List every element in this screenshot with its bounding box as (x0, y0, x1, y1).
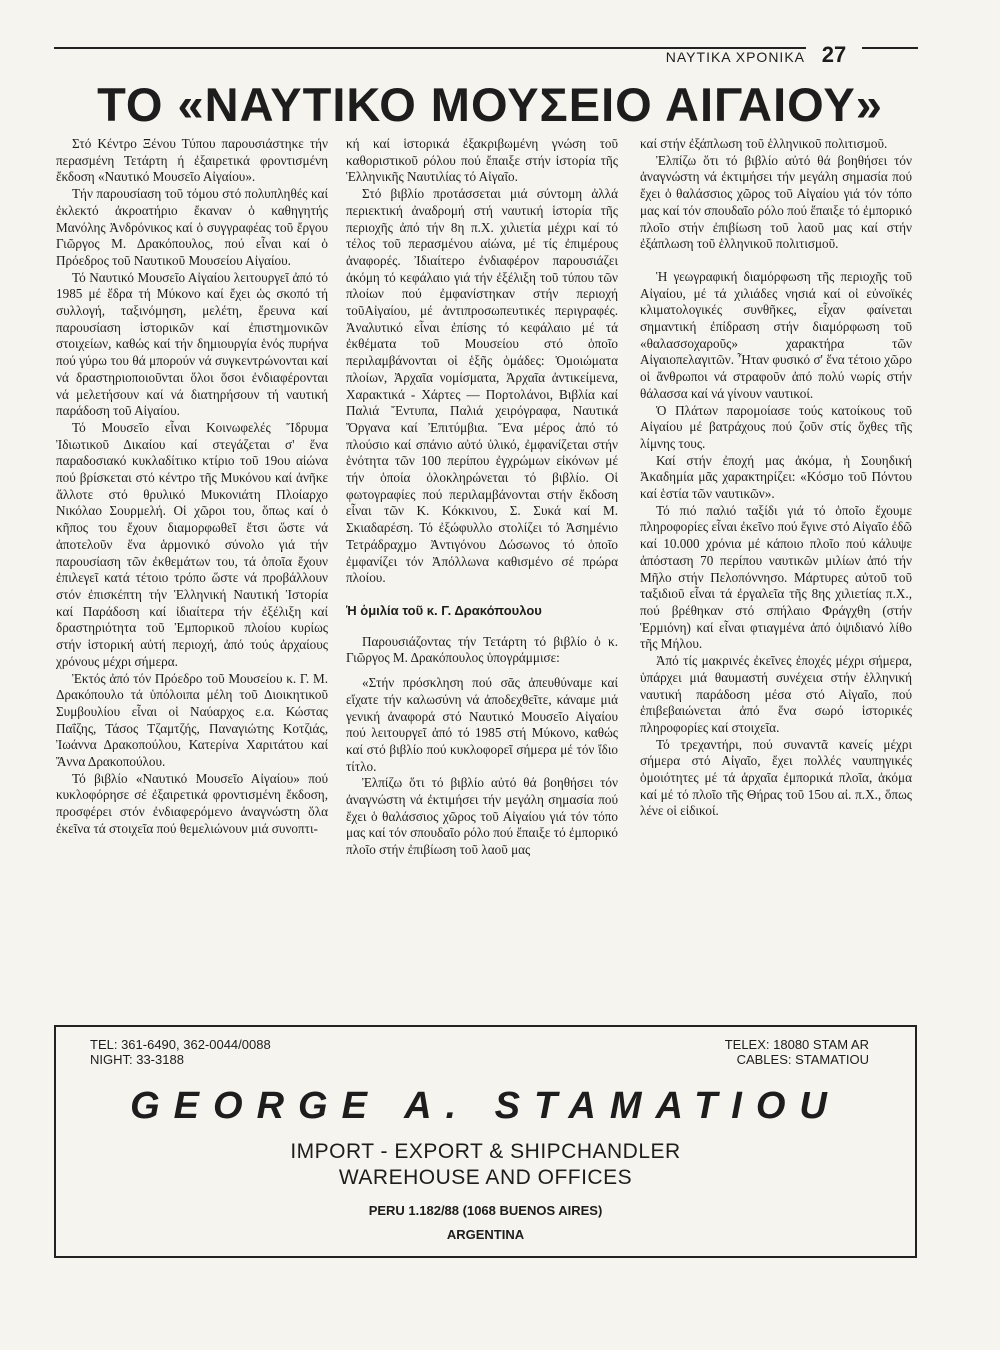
paragraph: Στό Κέντρο Ξένου Τύπου παρουσιάστηκε τήν περασμένη Τετάρτη ή ἐξαιρετικά φροντισμένη ἔκδοση «Ναυτικό Μουσεῖο Αἰγαίου». (56, 136, 328, 185)
paragraph: Τό Μουσεῖο εἶναι Κοινωφελές Ἵδρυμα Ἰδιωτικοῦ Δικαίου καί στεγάζεται σ' ἕνα παραδοσιακό κυκλαδίτικο κτίριο τοῦ 19ου αἰώνα πού βρίσκεται στό κέντρο τῆς Μυκόνου καί ἀνῆκε ἄλλοτε στό θρυλικό Μυκονιάτη Πλοίαρχο Νικόλαο Σουρμελή. Οἱ χῶροι του, ὅπως καί ὁ κῆπος του ἔχουν διαμορφωθεῖ ἔτσι ὥστε νά ἀποτελοῦν ἕνα ἁρμονικό σύνολο γιά τήν παρουσίαση τῶν ἐκθεμάτων του, τά ὁποῖα ἔχουν ἐπιλεγεῖ κατά τέτοιο τρόπο ὥστε νά προβάλλουν στόν ἐπισκέπτη τήν Ἑλληνική Ναυτική Ἱστορία καί Παράδοση καί ἰδιαίτερα τήν ἐξέλιξη καί δραστηριότητα τοῦ Ἐμπορικοῦ πλοίου κυρίως στήν ἱστορική αὐτή περιοχή, ἀπό τούς ἀρχαίους χρόνους μέχρι σήμερα. (56, 419, 328, 669)
paragraph: Ἀπό τίς μακρινές ἐκεῖνες ἐποχές μέχρι σήμερα, ὑπάρχει μιά θαυμαστή συνέχεια στήν ἑλληνική ναυτική παράδοση μέσα στό Αἰγαῖο, πού ἐπιβεβαιώνεται ἀπό ἕνα σωρό ἱστορικές πληροφορίες καί στοιχεῖα. (640, 653, 912, 735)
page-number: 27 (821, 42, 847, 67)
article-column-2 (346, 136, 618, 859)
ad-company-name: GEORGE A. STAMATIOU (130, 1085, 841, 1127)
ad-contact-left (90, 1037, 271, 1067)
spacer (346, 667, 618, 675)
article-headline: ΤΟ «ΝΑΥΤΙΚΟ ΜΟΥΣΕΙΟ ΑΙΓΑΙΟΥ» (97, 78, 883, 131)
paragraph: καί στήν ἐξάπλωση τοῦ ἑλληνικοῦ πολιτισμοῦ. (640, 136, 888, 151)
ad-night: NIGHT: 33-3188 (90, 1052, 184, 1067)
paragraph: Τό πιό παλιό ταξίδι γιά τό ὁποῖο ἔχουμε πληροφορίες εἶναι ἐκεῖνο πού ἔγινε στό Αἰγαῖο ἐδῶ καί 10.000 χρόνια μέ κάποιο πλοῖο πού κάλυψε ἀπόσταση 70 περίπου ναυτικῶν μιλίων ἀπό τήν Μῆλο στήν Πελοπόννησο. Μάρτυρες αὐτοῦ τοῦ ταξιδιοῦ εἶναι τά ἐργαλεῖα τῆς 8ης χιλιετίας π.Χ., πού βρέθηκαν στό σπήλαιο Φράγχθη (στήν Ἑρμιόνη) καί εἶναι φτιαγμένα ἀπό ὀψιδιανό λίθο τῆς Μήλου. (640, 502, 912, 652)
paragraph: Ἐλπίζω ὅτι τό βιβλίο αὐτό θά βοηθήσει τόν ἀναγνώστη νά ἐκτιμήσει τήν μεγάλη σημασία πού ἔχει ὁ θαλάσσιος χῶρος τοῦ Αἰγαίου γιά τόν τόπο μας καί τόν σπουδαῖο ρόλο πού ἔπαιξε τό ἐμπορικό πλοῖο στήν ἐπιβίωση τοῦ λαοῦ μας (346, 775, 618, 858)
paragraph: Ὁ Πλάτων παρομοίασε τούς κατοίκους τοῦ Αἰγαίου μέ βατράχους πού ζοῦν στίς ὄχθες τῆς λίμνης τους. (640, 402, 912, 451)
paragraph: Ἐλπίζω ὅτι τό βιβλίο αὐτό θά βοηθήσει τόν ἀναγνώστη νά ἐκτιμήσει τήν μεγάλη σημασία πού ἔχει ὁ θαλάσσιος χῶρος τοῦ Αἰγαίου γιά τόν τόπο μας καί τόν σπουδαῖο ρόλο πού ἔπαιξε τό ἐμπορικό πλοῖο στήν ἐπιβίωση τοῦ λαοῦ μας καί στήν ἐξάπλωση τοῦ ἑλληνικοῦ πολιτισμοῦ. (640, 152, 912, 252)
paragraph: Τό τρεχαντήρι, πού συναντᾶ κανείς μέχρι σήμερα στό Αἰγαῖο, ἔχει πολλές ναυπηγικές ὁμοιότητες μέ τά ἀρχαῖα ἐμπορικά πλοῖα, ἀκόμα καί μέ τό πλοῖο τῆς Θήρας τοῦ 15ου αἰ. π.Χ., ὅπως λένε οἱ εἰδικοί. (640, 736, 912, 819)
paragraph: Τό βιβλίο «Ναυτικό Μουσεῖο Αἰγαίου» πού κυκλοφόρησε σέ ἐξαιρετικά φροντισμένη ἔκδοση, προσφέρει στόν ἐνδιαφερόμενο ἀναγνώστη ὅλα ἐκεῖνα τά στοιχεῖα πού θεμελιώνουν μιά συνοπτι- (56, 770, 328, 836)
advertisement-box (54, 1025, 917, 1258)
ad-contact-right (725, 1037, 869, 1067)
ad-warehouse-line: WAREHOUSE AND OFFICES (338, 1166, 633, 1189)
ad-business-line: IMPORT - EXPORT & SHIPCHANDLER (290, 1140, 681, 1163)
paragraph: Καί στήν ἐποχή μας ἀκόμα, ἡ Σουηδική Ἀκαδημία μᾶς χαρακτηρίζει: «Κόσμο τοῦ Πόντου καί ἑστία τῶν ναυτικῶν». (640, 452, 912, 502)
ad-tel: TEL: 361-6490, 362-0044/0088 (90, 1037, 271, 1052)
ad-country: ARGENTINA (446, 1227, 525, 1242)
ad-cables: CABLES: STAMATIOU (736, 1052, 869, 1067)
paragraph: Τό Ναυτικό Μουσεῖο Αἰγαίου λειτουργεῖ ἀπό τό 1985 μέ ἕδρα τή Μύκονο καί ἔχει ὡς σκοπό τή συλλογή, ταξινόμηση, μελέτη, ἔρευνα καί παρουσίαση ἱστορικῶν καί ἐπιστημονικῶν στοιχείων, καθώς καί τήν δημιουργία ἑνός πυρήνα πού γύρω του θά μπορούν νά συγκεντρώνονται καί νά δραστηριοποιοῦνται ὅλοι ὅσοι ἐνδιαφέρονται νά μελετήσουν καί νά διατηρήσουν τή ναυτική παράδοση τοῦ Αἰγαίου. (56, 269, 328, 419)
paragraph: Παρουσιάζοντας τήν Τετάρτη τό βιβλίο ὁ κ. Γιῶργος Μ. Δρακόπουλος ὑπογράμμισε: (346, 633, 618, 666)
header-rule-right (862, 47, 918, 49)
ad-address: PERU 1.182/88 (1068 BUENOS AIRES) (368, 1203, 603, 1218)
paragraph: Ἡ γεωγραφική διαμόρφωση τῆς περιοχῆς τοῦ Αἰγαίου, μέ τά χιλιάδες νησιά καί οἱ εὐνοϊκές κλιματολογικές συνθῆκες, εἶχαν φαίνεται σημαντική ἐπίδραση στήν διαμόρφωση τοῦ «θαλασσοχαροῦς» χαρακτήρα τῶν Αἰγαιοπελαγιτῶν. Ἦταν φυσικό σ' ἕνα τέτοιο χῶρο οἱ ἄνθρωποι νά στραφοῦν ἀπό πολύ νωρίς στήν θάλασσα καί νά γίνουν ναυτικοί. (640, 268, 912, 401)
running-title: ΝΑΥΤΙΚΑ ΧΡΟΝΙΚΑ (665, 49, 805, 65)
section-subhead: Ἡ ὁμιλία τοῦ κ. Γ. Δρακόπουλου (346, 602, 542, 618)
article-column-1 (56, 136, 328, 838)
paragraph: Τήν παρουσίαση τοῦ τόμου στό πολυπληθές καί ἐκλεκτό ἀκροατήριο ἔκαναν ὁ καθηγητής Μανόλης Ἀνδρόνικος καί ὁ συγγραφέας τοῦ ἔργου Γιῶργος Μ. Δρακόπουλος, πού εἶναι καί ὁ Πρόεδρος τοῦ Ναυτικοῦ Μουσείου Αἰγαίου. (56, 186, 328, 268)
paragraph: κή καί ἱστορικά ἐξακριβωμένη γνώση τοῦ καθοριστικοῦ ρόλου πού ἔπαιξε στήν ἱστορία τῆς Ἑλληνικῆς Ναυτιλίας τό Αἰγαῖο. (346, 136, 618, 185)
paragraph: Ἐκτός ἀπό τόν Πρόεδρο τοῦ Μουσείου κ. Γ. Μ. Δρακόπουλο τά ὑπόλοιπα μέλη τοῦ Διοικητικοῦ Συμβουλίου εἶναι οἱ Ναύαρχος ε.α. Κώστας Παΐζης, Τάσος Τζαμτζής, Παναγιώτης Κοτζιάς, Ἰωάννα Δρακοπούλου, Κατερίνα Χαριτάτου καί Ἄννα Δρακοπούλου. (56, 670, 328, 770)
paragraph: «Στήν πρόσκληση πού σᾶς ἀπευθύναμε καί εἴχατε τήν καλωσύνη νά ἀποδεχθεῖτε, κάναμε μιά γενική ἀναφορά στό Ναυτικό Μουσεῖο Αἰγαίου πού λειτουργεῖ ἀπό τό 1985 στή Μύκονο, καθώς καί στό βιβλίο πού κυκλοφορεῖ σήμερα μέ τόν ἴδιο τίτλο. (346, 675, 618, 774)
ad-telex: TELEX: 18080 STAM AR (724, 1037, 869, 1052)
spacer (640, 253, 912, 269)
paragraph: Στό βιβλίο προτάσσεται μιά σύντομη ἀλλά περιεκτική ἀναδρομή στή ναυτική ἱστορία τῆς περιοχῆς ἀπό τήν 8η π.Χ. χιλιετία μέχρι καί τό τέλος τοῦ περασμένου αἰώνα, μέ τίς ἐπιμέρους ἀναφορές. Ἰδιαίτερο ἐνδιαφέρον παρουσιάζει ἀκόμη τό κεφάλαιο γιά τήν ἐξέλιξη τοῦ τύπου τῶν πλοίων πού ἐμφανίστηκαν στήν περιοχή τοῦΑἰγαίου, μέ ἀντιπροσωπευτικές περιγραφές. Ἀναλυτικό εἶναι ἐπίσης τό κεφάλαιο μέ τά ἐκθέματα τοῦ Μουσείου στό ὁποῖο περιλαμβάνονται οἱ ἑξῆς ὁμάδες: Ὁμοιώματα πλοίων, Ἀρχαῖα νομίσματα, Ἀρχαῖα ἀντικείμενα, Χαρακτικά - Χάρτες — Πορτολάνοι, Βιβλία καί Παλιά Ἔντυπα, Παλιά χειρόγραφα, Ναυτικά Ὄργανα καί Ἐπιτύμβια. Ἕνα μέρος ἀπό τό πλούσιο καί σπάνιο αὐτό ὑλικό, ἐμφανίζεται στήν ἑνότητα τῶν 100 περίπου ἐγχρώμων εἰκόνων μέ τήν ὁποία ὁλοκληρώνεται τό βιβλίο. Οἱ φωτογραφίες πού περιλαμβάνονται στήν ἔκδοση εἶναι τῶν Κ. Κόκκινου, Σ. Συκά καί Μ. Σκιαδαρέση. Τό ἐξώφυλλο στολίζει τό Ἀσημένιο Τετράδραχμο Ἀντιγόνου Δώσωνος τό ὁποῖο ἐμφανίζει τόν Ἀπόλλωνα καθισμένο σέ πρώρα πλοίου. (346, 186, 618, 586)
article-column-3 (640, 136, 912, 820)
spacer (346, 587, 618, 603)
